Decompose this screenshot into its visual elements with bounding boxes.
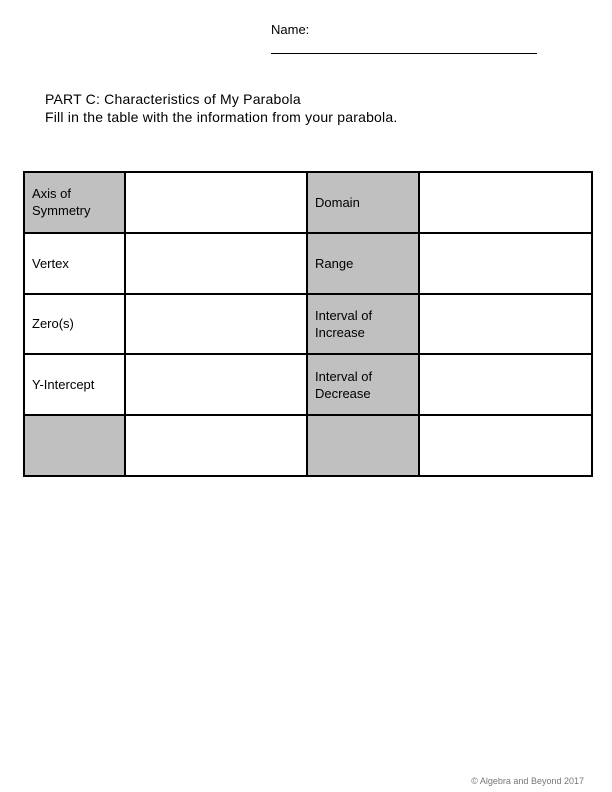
answer-cell-range[interactable] xyxy=(419,233,592,294)
table-row xyxy=(24,172,592,233)
section-instruction: Fill in the table with the information from your parabola. xyxy=(45,109,398,125)
table-row xyxy=(24,233,592,294)
answer-cell-blank-right[interactable] xyxy=(419,415,592,476)
answer-cell-interval-of-decrease[interactable] xyxy=(419,354,592,415)
answer-cell-axis-of-symmetry[interactable] xyxy=(125,172,307,233)
label-cell-range: Range xyxy=(307,233,419,294)
table-row xyxy=(24,294,592,355)
label-cell-blank-left xyxy=(24,415,125,476)
section-title: PART C: Characteristics of My Parabola xyxy=(45,91,301,107)
answer-cell-domain[interactable] xyxy=(419,172,592,233)
label-cell-blank-right xyxy=(307,415,419,476)
label-cell-domain: Domain xyxy=(307,172,419,233)
label-cell-interval-of-increase: Interval of Increase xyxy=(307,294,419,355)
answer-cell-interval-of-increase[interactable] xyxy=(419,294,592,355)
label-cell-interval-of-decrease: Interval of Decrease xyxy=(307,354,419,415)
answer-cell-y-intercept[interactable] xyxy=(125,354,307,415)
section-heading xyxy=(45,90,397,126)
copyright-footer: © Algebra and Beyond 2017 xyxy=(471,776,584,786)
table-row xyxy=(24,354,592,415)
answer-cell-zeros[interactable] xyxy=(125,294,307,355)
label-cell-axis-of-symmetry: Axis of Symmetry xyxy=(24,172,125,233)
table-row xyxy=(24,415,592,476)
label-cell-zeros: Zero(s) xyxy=(24,294,125,355)
name-line[interactable] xyxy=(271,53,537,54)
characteristics-table xyxy=(23,171,593,477)
name-field xyxy=(271,22,537,54)
answer-cell-blank-left[interactable] xyxy=(125,415,307,476)
label-cell-y-intercept: Y-Intercept xyxy=(24,354,125,415)
answer-cell-vertex[interactable] xyxy=(125,233,307,294)
name-label: Name: xyxy=(271,22,310,37)
label-cell-vertex: Vertex xyxy=(24,233,125,294)
